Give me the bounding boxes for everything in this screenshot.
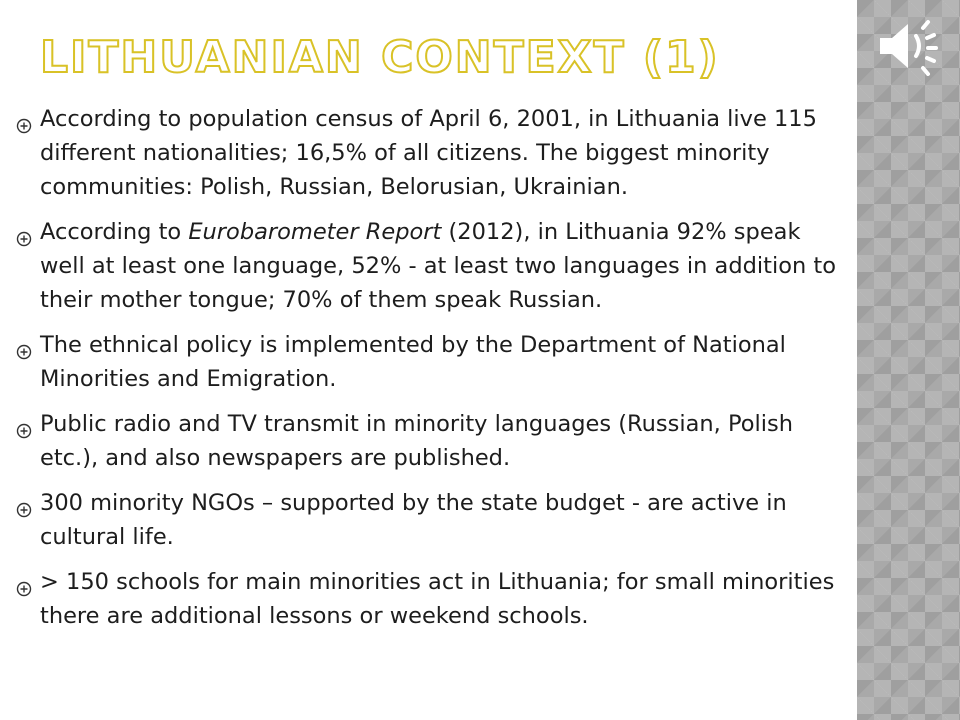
bullet-list [14,102,844,644]
circled-plus-icon [16,494,32,510]
circled-plus-icon [16,336,32,352]
bullet-item-eurobarometer [14,215,844,317]
bullet-item-census [14,102,844,204]
bullet-item-media [14,407,844,475]
report-name: Eurobarometer Report [188,219,442,245]
bullet-text: According to population census of April 6, 2001, in Lithuania live 115 different nationalities; 16,5% of all citizens. The biggest minority communities: Polish, Russian, Belorusian, Ukrainian. [40,106,817,200]
circled-plus-icon [16,223,32,239]
side-decoration-panel [857,0,960,720]
bullet-item-schools [14,565,844,633]
bullet-item-ngos [14,486,844,554]
bullet-item-policy [14,328,844,396]
bullet-text-prefix: According to [40,219,189,245]
bullet-text: 300 minority NGOs – supported by the state budget - are active in cultural life. [40,490,787,550]
circled-plus-icon [16,415,32,431]
circled-plus-icon [16,573,32,589]
bullet-text: Public radio and TV transmit in minority languages (Russian, Polish etc.), and also newspapers are published. [40,411,793,471]
speaker-icon[interactable] [876,16,948,76]
bullet-text: The ethnical policy is implemented by the Department of National Minorities and Emigration. [40,332,786,392]
slide-title: LITHUANIAN CONTEXT (1) [40,32,720,83]
bullet-text-suffix: (2012), in Lithuania 92% speak well at least one language, 52% - at least two languages in addition to their mother tongue; 70% of them speak Russian. [40,219,836,313]
bullet-text: > 150 schools for main minorities act in Lithuania; for small minorities there are additional lessons or weekend schools. [40,569,835,629]
circled-plus-icon [16,110,32,126]
